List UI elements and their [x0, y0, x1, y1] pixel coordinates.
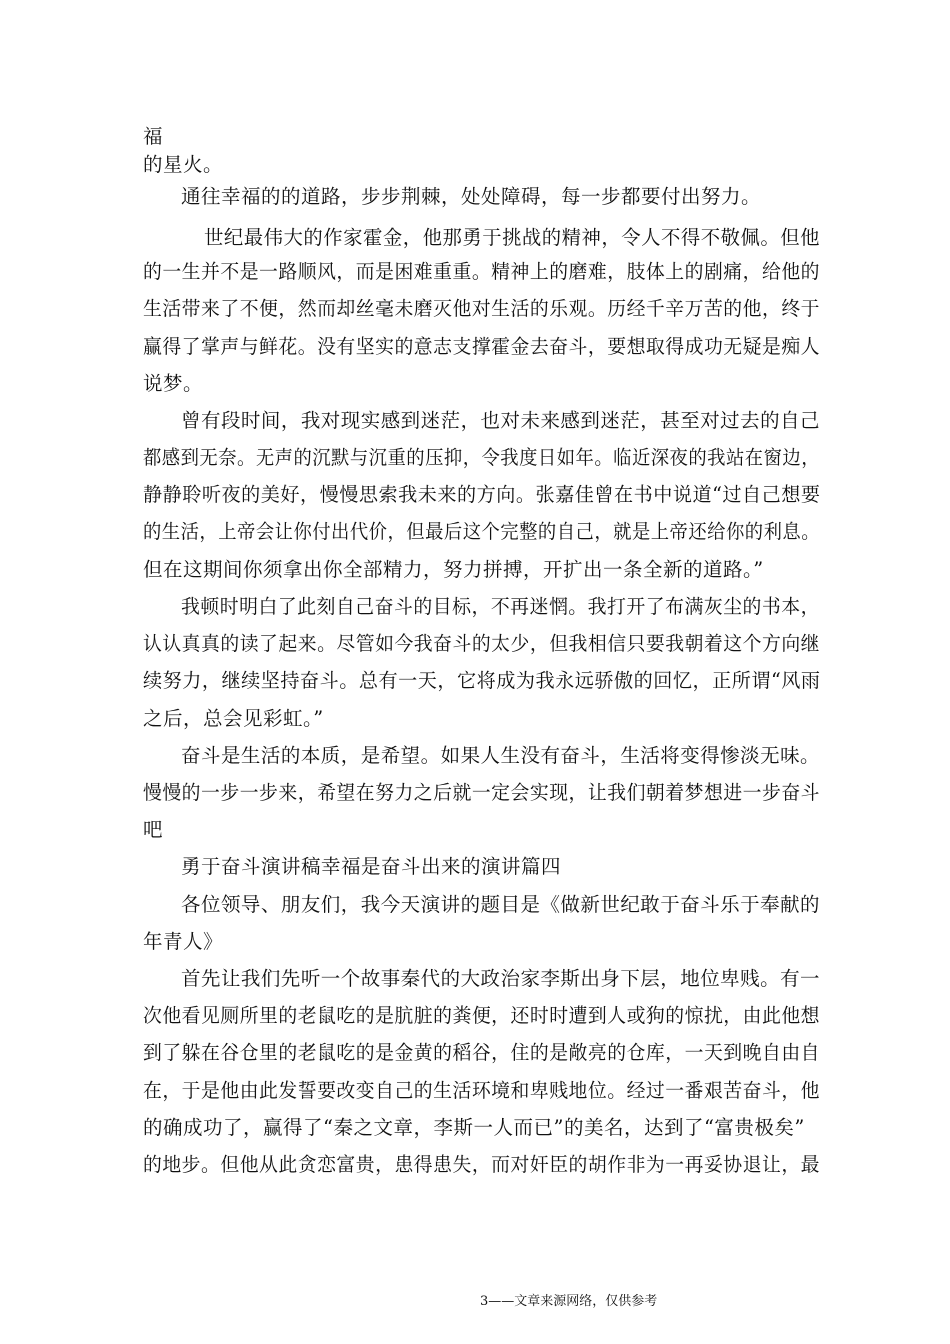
text-line: 福 [143, 125, 164, 148]
text-line: 奋斗是生活的本质，是希望。如果人生没有奋斗，生活将变得惨淡无味。 [181, 744, 821, 767]
page-footer: 3——文章来源网络，仅供参考 [480, 1294, 658, 1309]
text-line: 的一生并不是一路顺风，而是困难重重。精神上的磨难，肢体上的剧痛，给他的 [143, 260, 821, 283]
text-line: 吧 [143, 818, 164, 841]
text-line: 都感到无奈。无声的沉默与沉重的压抑，令我度日如年。临近深夜的我站在窗边， [143, 446, 821, 469]
text-line: 勇于奋斗演讲稿幸福是奋斗出来的演讲篇四 [181, 855, 562, 878]
text-line: 赢得了掌声与鲜花。没有坚实的意志支撑霍金去奋斗，要想取得成功无疑是痴人 [143, 335, 821, 358]
text-line: 曾有段时间，我对现实感到迷茫，也对未来感到迷茫，甚至对过去的自己 [181, 409, 821, 432]
text-line: 生活带来了不便，然而却丝毫未磨灭他对生活的乐观。历经千辛万苦的他，终于 [143, 297, 821, 320]
text-line: 的地步。但他从此贪恋富贵，患得患失，而对奸臣的胡作非为一再妥协退让，最 [143, 1153, 821, 1176]
text-line: 次他看见厕所里的老鼠吃的是肮脏的粪便，还时时遭到人或狗的惊扰，由此他想 [143, 1004, 821, 1027]
text-line: 慢慢的一步一步来，希望在努力之后就一定会实现，让我们朝着梦想进一步奋斗 [143, 781, 821, 804]
text-line: 静静聆听夜的美好，慢慢思索我未来的方向。张嘉佳曾在书中说道“过自己想要 [143, 483, 821, 506]
text-line: 续努力，继续坚持奋斗。总有一天，它将成为我永远骄傲的回忆，正所谓“风雨 [143, 669, 821, 692]
text-line: 我顿时明白了此刻自己奋斗的目标，不再迷惘。我打开了布满灰尘的书本， [181, 595, 821, 618]
text-line: 但在这期间你须拿出你全部精力，努力拼搏，开扩出一条全新的道路。” [143, 558, 764, 581]
text-line: 的星火。 [143, 153, 224, 176]
text-line: 首先让我们先听一个故事秦代的大政治家李斯出身下层，地位卑贱。有一 [181, 967, 821, 990]
text-line: 说梦。 [143, 372, 204, 395]
text-line: 到了躲在谷仓里的老鼠吃的是金黄的稻谷，住的是敞亮的仓库，一天到晚自由自 [143, 1041, 821, 1064]
text-line: 的确成功了，赢得了“秦之文章，李斯一人而已”的美名，达到了“富贵极矣” [143, 1116, 805, 1139]
text-line: 各位领导、朋友们，我今天演讲的题目是《做新世纪敢于奋斗乐于奉献的 [181, 893, 821, 916]
text-line: 世纪最伟大的作家霍金，他那勇于挑战的精神，令人不得不敬佩。但他 [204, 226, 821, 249]
text-line: 认认真真的读了起来。尽管如今我奋斗的太少，但我相信只要我朝着这个方向继 [143, 632, 821, 655]
text-line: 的生活，上帝会让你付出代价，但最后这个完整的自己，就是上帝还给你的利息。 [143, 520, 821, 543]
text-line: 之后，总会见彩虹。” [143, 707, 324, 730]
text-line: 在，于是他由此发誓要改变自己的生活环境和卑贱地位。经过一番艰苦奋斗，他 [143, 1079, 821, 1102]
text-line: 通往幸福的的道路，步步荆棘，处处障碍，每一步都要付出努力。 [181, 185, 762, 208]
text-line: 年青人》 [143, 930, 224, 953]
